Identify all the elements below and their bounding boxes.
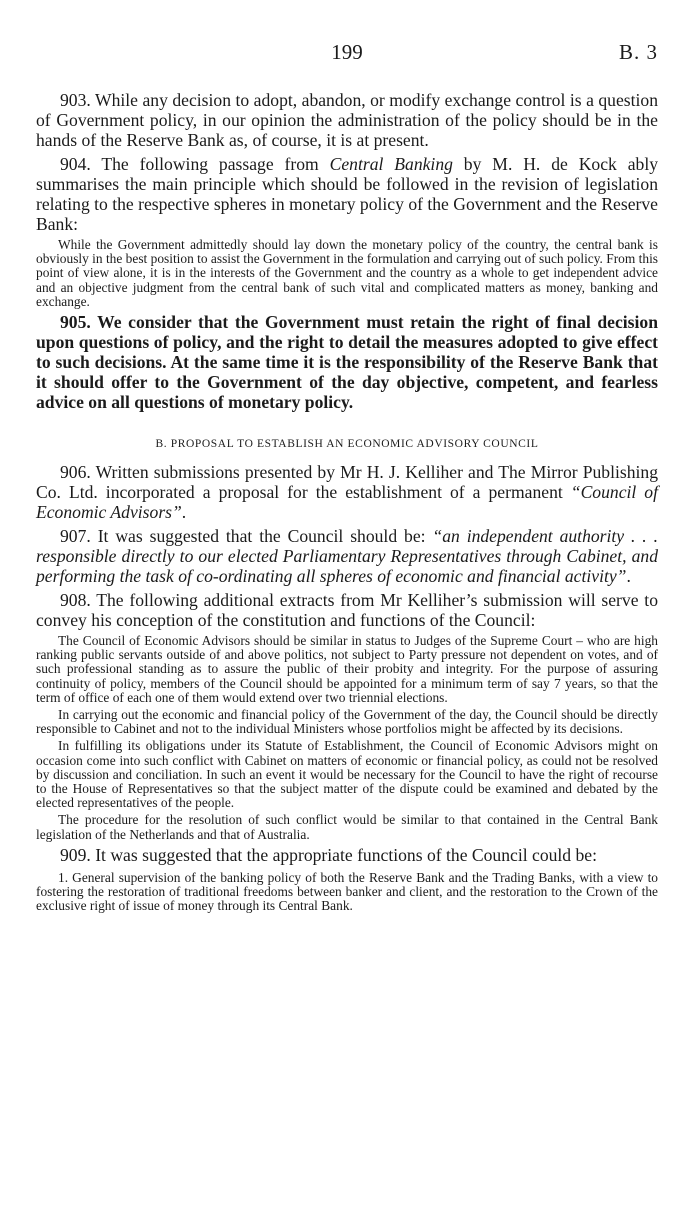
book-title: Central Banking bbox=[329, 154, 453, 174]
paragraph-number: 907. bbox=[60, 526, 91, 547]
page-number: 199 bbox=[331, 40, 363, 64]
paragraph-text: . bbox=[181, 502, 187, 523]
function-item-1: 1. General supervision of the banking policy of both the Reserve Bank and the Trading Banks, with a view to fostering the restoration of traditional freedoms between banker and client, and the restoration to the Crown of the exclusive right of issue of money through its Central Bank. bbox=[36, 869, 658, 914]
block-quote-kelliher-1: The Council of Economic Advisors should be similar in status to Judges of the Supreme Court – who are high ranking public servants outside of and above politics, not subject to Party pressure not dependent on votes, and of such professional standing as to assure the public of their probity and integrity. For the purpose of assuring continuity of policy, members of the Council should be appointed for a minimum term of say 7 years, so that the term of office of each one of them would extend over two triennial elections. bbox=[36, 633, 658, 705]
block-quote-kelliher-4: The procedure for the resolution of such conflict would be similar to that contained in the Central Bank legislation of the Netherlands and that of Australia. bbox=[36, 812, 658, 842]
paragraph-904 bbox=[36, 154, 658, 234]
paragraph-text: by M. H. de Kock ably summarises the main principle which should be followed in the revision of legislation relating to the respective spheres in monetary policy of the Government and the Reserve Bank: bbox=[36, 154, 659, 234]
paragraph-text: Written submissions presented by Mr H. J. Kelliher and The Mirror Publishing Co. Ltd. incorporated a proposal for the establishment of a permanent bbox=[36, 462, 658, 503]
block-quote-kelliher-2: In carrying out the economic and financial policy of the Government of the day, the Council should be directly responsible to Cabinet and not to the individual Ministers whose portfolios might be affected by its decisions. bbox=[36, 707, 658, 737]
paragraph-909 bbox=[36, 845, 658, 865]
page-body bbox=[36, 90, 658, 913]
section-heading: B. PROPOSAL TO ESTABLISH AN ECONOMIC ADVISORY COUNCIL bbox=[155, 438, 539, 451]
paragraph-number: 904. bbox=[60, 154, 91, 174]
paragraph-text: While any decision to adopt, abandon, or modify exchange control is a question of Government policy, in our opinion the administration of the policy should be in the hands of the Reserve Bank as, of course, it is at present. bbox=[36, 90, 658, 150]
block-quote-kelliher-3: In fulfilling its obligations under its Statute of Establishment, the Council of Economic Advisors might on occasion come into such conflict with Cabinet on matters of economic or financial policy, as could not be resolved by discussion and conciliation. In such an event it would be necessary for the Council to have the right of recourse to the House of Representatives so that the subject matter of the dispute could be examined and debated by the elected representatives of the people. bbox=[36, 738, 658, 811]
quoted-suggestion: “an independent authority . . . responsible directly to our elected Parliamentary Representatives through Cabinet, and performing the task of co-ordinating all spheres of economic and financial activity” bbox=[36, 526, 658, 587]
paragraph-text: The following additional extracts from Mr Kelliher’s submission will serve to convey his conception of the constitution and functions of the Council: bbox=[36, 590, 658, 631]
document-reference: B. 3 bbox=[618, 40, 658, 64]
paragraph-text: The following passage from bbox=[101, 154, 330, 174]
paragraph-number: 903. bbox=[60, 90, 91, 110]
paragraph-text: We consider that the Government must retain the right of final decision upon questions of policy, and the right to detail the measures adopted to give effect to such decisions. At the same time it is the responsibility of the Reserve Bank that it should offer to the Government of the day objective, competent, and fearless advice on all questions of monetary policy. bbox=[36, 312, 658, 413]
paragraph-number: 905. bbox=[60, 312, 91, 333]
paragraph-908 bbox=[36, 590, 658, 630]
paragraph-906 bbox=[36, 462, 658, 522]
paragraph-text: . bbox=[626, 566, 631, 587]
paragraph-text: It was suggested that the appropriate functions of the Council could be: bbox=[95, 844, 597, 865]
paragraph-number: 908. bbox=[60, 590, 91, 611]
block-quote-de-kock: While the Government admittedly should lay down the monetary policy of the country, the central bank is obviously in the best position to assist the Government in the formulation and carrying out of such policy. From this point of view alone, it is in the interests of the Government and the country as a whole to get independent advice and an objective judgment from the central bank of such vital and complicated matters as money, banking and exchange. bbox=[36, 237, 658, 309]
paragraph-number: 906. bbox=[60, 462, 91, 483]
paragraph-903 bbox=[36, 90, 658, 150]
paragraph-text: It was suggested that the Council should be: bbox=[97, 526, 433, 547]
council-name: “Council of Economic Advisors” bbox=[36, 482, 658, 523]
page-header bbox=[36, 40, 658, 70]
paragraph-905 bbox=[36, 312, 658, 412]
paragraph-number: 909. bbox=[60, 844, 91, 865]
paragraph-907 bbox=[36, 526, 658, 586]
